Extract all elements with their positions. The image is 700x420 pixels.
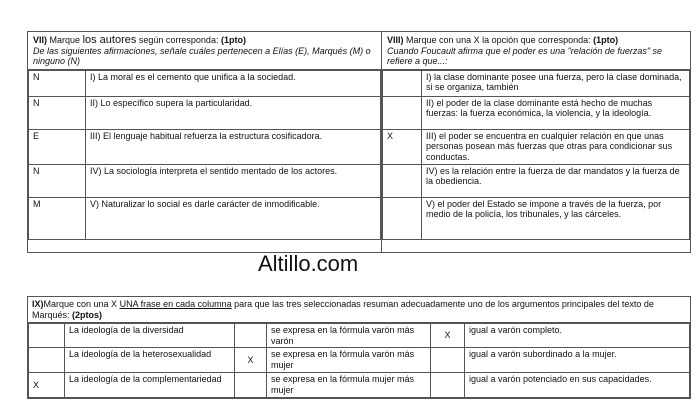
answer-cell[interactable] [29, 348, 65, 373]
phrase-cell: se expresa en la fórmula varón más varón [267, 324, 431, 348]
phrase-cell: igual a varón potenciado en sus capacidades. [465, 373, 690, 398]
section-viii-title: Marque con una X la opción que corresponda: [406, 35, 591, 45]
section-vii-instruction: De las siguientes afirmaciones, señale cuáles pertenecen a Elías (E), Marqués (M) o ninguno (N) [33, 45, 371, 66]
phrase-cell: se expresa en la fórmula mujer más mujer [267, 373, 431, 398]
table-row [29, 373, 690, 398]
section-ix-points: (2ptos) [72, 309, 103, 320]
phrase-cell: La ideología de la heterosexualidad [65, 348, 235, 373]
statement-cell: I) La moral es el cemento que unifica a la sociedad. [86, 70, 381, 96]
section-vii [27, 31, 382, 253]
answer-cell[interactable] [383, 70, 422, 96]
table-row [383, 164, 690, 197]
section-viii-table [382, 70, 690, 240]
phrase-cell: igual a varón subordinado a la mujer. [465, 348, 690, 373]
answer-cell[interactable]: N [29, 164, 86, 197]
table-row [29, 197, 381, 239]
answer-cell[interactable]: X [29, 373, 65, 398]
table-row [383, 70, 690, 96]
statement-cell: IV) La sociología interpreta el sentido mentado de los actores. [86, 164, 381, 197]
answer-cell[interactable]: X [235, 348, 267, 373]
section-ix-number: IX) [32, 299, 44, 309]
section-ix-header [28, 297, 690, 323]
option-cell: II) el poder de la clase dominante está hecho de muchas fuerzas: la fuerza económica, la violencia, y la ideología. [422, 96, 690, 129]
answer-cell[interactable] [383, 96, 422, 129]
answer-cell[interactable] [431, 348, 465, 373]
section-vii-title-a: Marque [49, 35, 81, 45]
option-cell: I) la clase dominante posee una fuerza, pero la clase dominada, si se organiza, también [422, 70, 690, 96]
statement-cell: V) Naturalizar lo social es darle carácter de inmodificable. [86, 197, 381, 239]
answer-cell[interactable]: N [29, 70, 86, 96]
answer-cell[interactable] [383, 197, 422, 239]
section-vii-table [28, 70, 381, 240]
table-row [29, 348, 690, 373]
section-ix-title-a: Marque con una X [43, 299, 118, 309]
phrase-cell: La ideología de la complementariedad [65, 373, 235, 398]
answer-cell[interactable]: M [29, 197, 86, 239]
table-row [383, 96, 690, 129]
statement-cell: III) El lenguaje habitual refuerza la estructura cosificadora. [86, 129, 381, 164]
section-ix-table [28, 323, 690, 398]
answer-cell[interactable]: N [29, 96, 86, 129]
section-vii-title-b: los autores [82, 34, 137, 46]
section-ix [27, 296, 691, 399]
option-cell: IV) es la relación entre la fuerza de dar mandatos y la fuerza de la obediencia. [422, 164, 690, 197]
section-vii-title-c: según corresponda: [138, 35, 219, 45]
table-row [29, 96, 381, 129]
answer-cell[interactable] [29, 324, 65, 348]
answer-cell[interactable] [383, 164, 422, 197]
watermark-text: Altillo.com [258, 251, 359, 276]
table-row [29, 129, 381, 164]
section-viii-points: (1pto) [593, 35, 619, 45]
answer-cell[interactable]: X [383, 129, 422, 164]
section-ix-title-b: para que las tres seleccionadas resuman adecuadamente uno de los argumentos principales del texto de Marqués: [32, 299, 654, 320]
section-vii-number: VII) [33, 35, 48, 45]
option-cell: III) el poder se encuentra en cualquier relación en que unas personas posean más fuerzas que otras para condicionar sus conductas. [422, 129, 690, 164]
section-vii-header [28, 32, 381, 70]
answer-cell[interactable] [235, 324, 267, 348]
phrase-cell: se expresa en la fórmula varón más mujer [267, 348, 431, 373]
table-row [29, 164, 381, 197]
section-viii-header [382, 32, 690, 70]
answer-cell[interactable] [431, 373, 465, 398]
statement-cell: II) Lo específico supera la particularidad. [86, 96, 381, 129]
section-vii-points: (1pto) [220, 35, 246, 45]
section-viii-instruction: Cuando Foucault afirma que el poder es una "relación de fuerzas" se refiere a que...: [387, 45, 663, 66]
table-row [29, 70, 381, 96]
answer-cell[interactable]: X [431, 324, 465, 348]
answer-cell[interactable]: E [29, 129, 86, 164]
phrase-cell: La ideología de la diversidad [65, 324, 235, 348]
table-row [29, 324, 690, 348]
section-viii [381, 31, 691, 253]
section-viii-number: VIII) [387, 35, 404, 45]
section-ix-title-underlined: UNA frase en cada columna [119, 299, 232, 309]
answer-cell[interactable] [235, 373, 267, 398]
table-row [383, 197, 690, 239]
phrase-cell: igual a varón completo. [465, 324, 690, 348]
table-row [383, 129, 690, 164]
option-cell: V) el poder del Estado se impone a través de la fuerza, por medio de la policía, los tribunales, y las cárceles. [422, 197, 690, 239]
